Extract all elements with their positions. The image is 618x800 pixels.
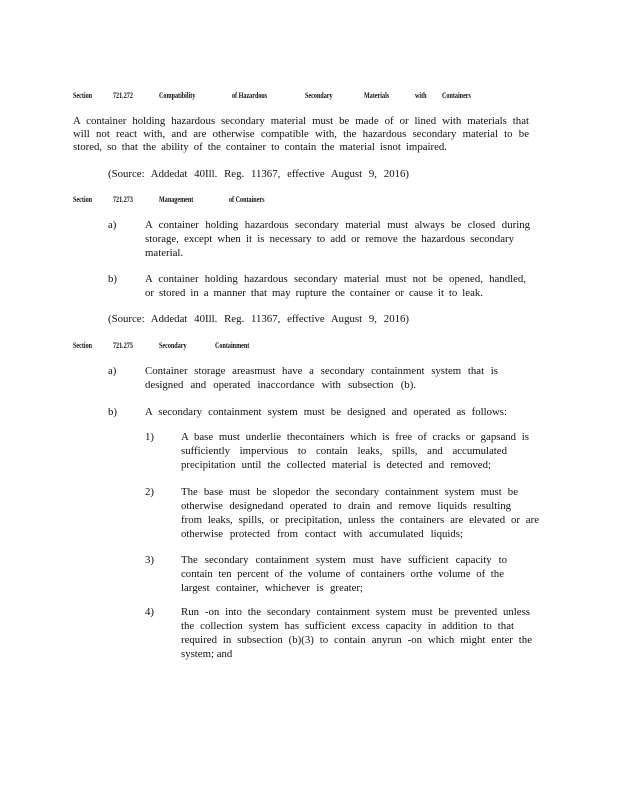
subitem-line: precipitation until the collected material is detected and removed;	[181, 459, 491, 471]
section-title-word: of Containers	[229, 194, 265, 204]
body-line: will not react with, and are otherwise compatible with, the hazardous secondary material to be	[73, 128, 529, 140]
subitem-line: The base must be slopedor the secondary containment system must be	[181, 486, 518, 498]
subitem-line: largest container, whichever is greater;	[181, 582, 363, 594]
section-title-word: of Hazardous	[232, 90, 268, 100]
subitem-line: A base must underlie thecontainers which is free of cracks or gapsand is	[181, 431, 529, 443]
item-line: Container storage areasmust have a secondary containment system that is	[145, 365, 498, 377]
item-line: designed and operated inaccordance with subsection (b).	[145, 379, 416, 391]
section-title-word: with	[415, 90, 427, 100]
subitem-line: required in subsection (b)(3) to contain anyrun -on which might enter the	[181, 634, 532, 646]
subitem-label: 4)	[145, 606, 154, 618]
item-line: storage, except when it is necessary to add or remove the hazardous secondary	[145, 233, 514, 245]
item-line: or stored in a manner that may rupture the container or cause it to leak.	[145, 287, 483, 299]
subitem-line: from leaks, spills, or precipitation, unless the containers are elevated or are	[181, 514, 539, 526]
subitem-line: otherwise designedand operated to drain and remove liquids resulting	[181, 500, 511, 512]
item-label: b)	[108, 406, 117, 418]
item-label: a)	[108, 365, 117, 377]
item-label: b)	[108, 273, 117, 285]
section-number: 721.273	[113, 194, 133, 204]
subitem-line: Run -on into the secondary containment system must be prevented unless	[181, 606, 530, 618]
section-title-word: Containers	[442, 90, 471, 100]
subitem-line: contain ten percent of the volume of containers orthe volume of the	[181, 568, 504, 580]
section-number: 721.272	[113, 90, 133, 100]
subitem-label: 3)	[145, 554, 154, 566]
body-line: stored, so that the ability of the container to contain the material isnot impaired.	[73, 141, 447, 153]
item-line: material.	[145, 247, 184, 259]
subitem-line: system; and	[181, 648, 233, 660]
subitem-line: otherwise protected from contact with accumulated liquids;	[181, 528, 463, 540]
subitem-label: 1)	[145, 431, 154, 443]
subitem-line: the collection system has sufficient excess capacity in addition to that	[181, 620, 514, 632]
subitem-line: The secondary containment system must have sufficient capacity to	[181, 554, 507, 566]
section-label: Section	[73, 194, 93, 204]
item-line: A secondary containment system must be designed and operated as follows:	[145, 406, 507, 418]
body-line: A container holding hazardous secondary material must be made of or lined with materials that	[73, 115, 529, 127]
source-note: (Source: Addedat 40Ill. Reg. 11367, effective August 9, 2016)	[108, 313, 409, 325]
section-title-word: Containment	[215, 340, 250, 350]
section-title-word: Materials	[364, 90, 390, 100]
section-title-word: Secondary	[305, 90, 333, 100]
section-number: 721.275	[113, 340, 133, 350]
subitem-line: sufficiently impervious to contain leaks, spills, and accumulated	[181, 445, 507, 457]
item-label: a)	[108, 219, 117, 231]
item-line: A container holding hazardous secondary material must not be opened, handled,	[145, 273, 526, 285]
item-line: A container holding hazardous secondary material must always be closed during	[145, 219, 530, 231]
section-title-word: Management	[159, 194, 194, 204]
section-label: Section	[73, 340, 93, 350]
section-label: Section	[73, 90, 93, 100]
section-title-word: Compatibility	[159, 90, 196, 100]
section-title-word: Secondary	[159, 340, 187, 350]
source-note: (Source: Addedat 40Ill. Reg. 11367, effective August 9, 2016)	[108, 168, 409, 180]
subitem-label: 2)	[145, 486, 154, 498]
